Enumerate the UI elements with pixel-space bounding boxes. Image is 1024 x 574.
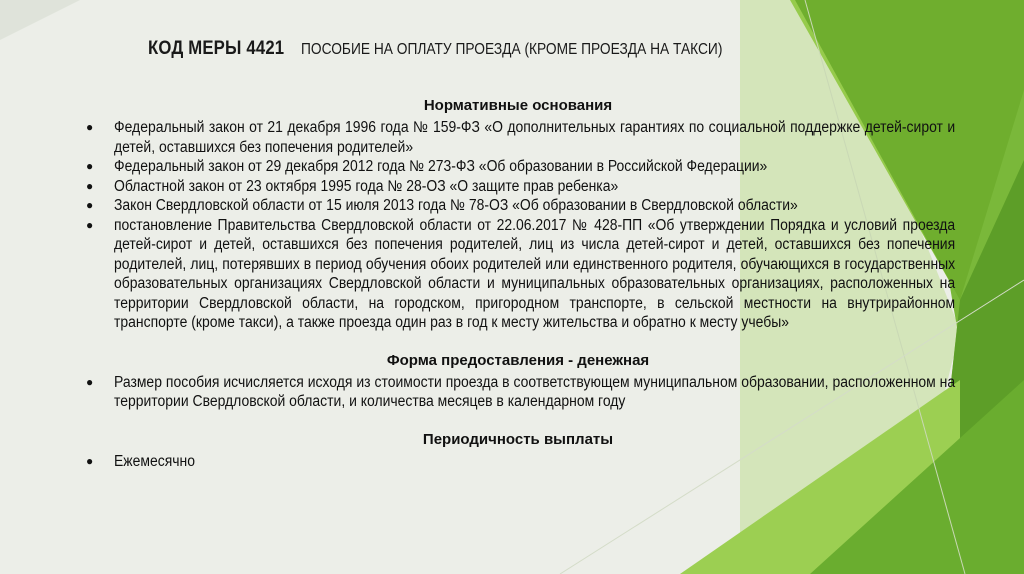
- measure-title: ПОСОБИЕ НА ОПЛАТУ ПРОЕЗДА (КРОМЕ ПРОЕЗДА НА ТАКСИ): [300, 41, 723, 58]
- list-item: ● Областной закон от 23 октября 1995 года № 28-ОЗ «О защите прав ребенка»: [86, 177, 619, 195]
- bullet-icon: ●: [86, 159, 94, 173]
- list-item: ● постановление Правительства Свердловской области от 22.06.2017 № 428-ПП «Об утверждении Порядка и условий проезда детей-сирот и детей, оставшихся без попечения родителей, лиц из числа детей-сирот и детей, оставшихся без попечения родителей, лиц, потерявших в период обучения обоих родителей или единственного родителя, обучающихся в государственных образовательных организациях Свердловской области и муниципальных образовательных организациях, расположенных на территории Свердловской области, на городском, пригородном транспорте, в сельской местности на внутрирайонном транспорте (кроме такси), а также проезда один раз в год к месту жительства и обратно к месту учебы»: [86, 216, 956, 331]
- bullet-icon: ●: [86, 198, 94, 212]
- section-heading: Периодичность выплаты: [422, 430, 614, 448]
- bullet-list: [80, 373, 956, 412]
- spacer: [80, 333, 956, 351]
- section-heading: Форма предоставления - денежная: [386, 351, 650, 369]
- spacer: [80, 412, 956, 430]
- bullet-list: [80, 118, 956, 333]
- section-periodicity: [80, 430, 956, 472]
- list-item: ● Федеральный закон от 21 декабря 1996 года № 159-ФЗ «О дополнительных гарантиях по социальной поддержке детей-сирот и детей, оставшихся без попечения родителей»: [86, 119, 956, 156]
- section-normative: [80, 96, 956, 333]
- bullet-icon: ●: [86, 217, 94, 232]
- bullet-list: [80, 452, 956, 472]
- bullet-icon: ●: [86, 374, 94, 389]
- bullet-icon: ●: [86, 453, 94, 468]
- section-heading: Нормативные основания: [423, 97, 613, 114]
- bullet-icon: ●: [86, 178, 94, 193]
- title-row: [148, 38, 791, 60]
- list-item: ● Федеральный закон от 29 декабря 2012 года № 273-ФЗ «Об образовании в Российской Федерации»: [86, 158, 768, 175]
- bullet-icon: ●: [86, 120, 94, 134]
- list-item: ● Размер пособия исчисляется исходя из стоимости проезда в соответствующем муниципальном образовании, расположенном на территории Свердловской области, и количества месяцев в календарном году: [86, 373, 956, 410]
- list-item: ● Ежемесячно: [86, 452, 196, 470]
- section-form: [80, 351, 956, 412]
- list-item: ● Закон Свердловской области от 15 июля 2013 года № 78-ОЗ «Об образовании в Свердловской области»: [86, 197, 798, 214]
- measure-code: КОД МЕРЫ 4421: [148, 38, 285, 59]
- content: [80, 96, 956, 471]
